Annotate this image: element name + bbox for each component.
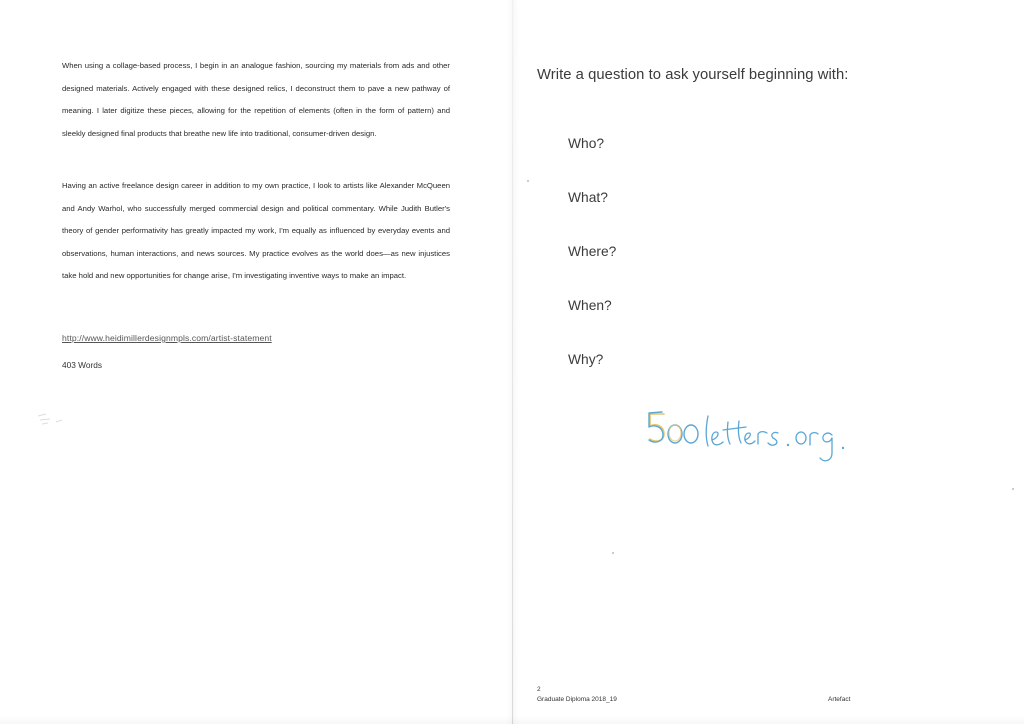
question-why: Why? [568,352,604,367]
gutter-shadow [506,0,520,724]
footer-page-number: 2 [537,686,541,693]
scan-bottom-edge [0,716,1024,724]
source-link[interactable]: http://www.heidimillerdesignmpls.com/artist-statement [62,333,272,343]
footer-section: Artefact [828,696,851,703]
statement-paragraph-1: When using a collage-based process, I begin in an analogue fashion, sourcing my materials from ads and other designed materials. Actively engaged with these designed relics, I deconstruct them to pave a new pathway of meaning. I later digitize these pieces, allowing for the repetition of elements (often in the form of pattern) and sleekly designed final products that breathe new life into traditional, consumer-driven design. [62,61,450,138]
statement-paragraph-2: Having an active freelance design career in addition to my own practice, I look to artists like Alexander McQueen and Andy Warhol, who successfully merged commercial design and political commentary. While Judith Butler's theory of gender performativity has greatly impacted my work, I'm equally as influenced by everyday events and observations, human interactions, and news sources. My practice evolves as the world does—as new injustices take hold and new opportunities for change arise, I'm investigating inventive ways to make an impact. [62,181,450,281]
question-when: When? [568,298,612,313]
handwritten-note [646,408,856,472]
word-count: 403 Words [62,360,102,370]
scan-speck [612,552,614,554]
question-where: Where? [568,244,617,259]
scan-smudge [34,408,70,430]
footer-course: Graduate Diploma 2018_19 [537,696,617,703]
page-gutter [512,0,513,724]
question-what: What? [568,190,608,205]
scan-speck [1012,488,1014,490]
prompt-heading: Write a question to ask yourself beginning with: [537,67,849,83]
question-who: Who? [568,136,605,151]
scan-speck [527,180,529,182]
